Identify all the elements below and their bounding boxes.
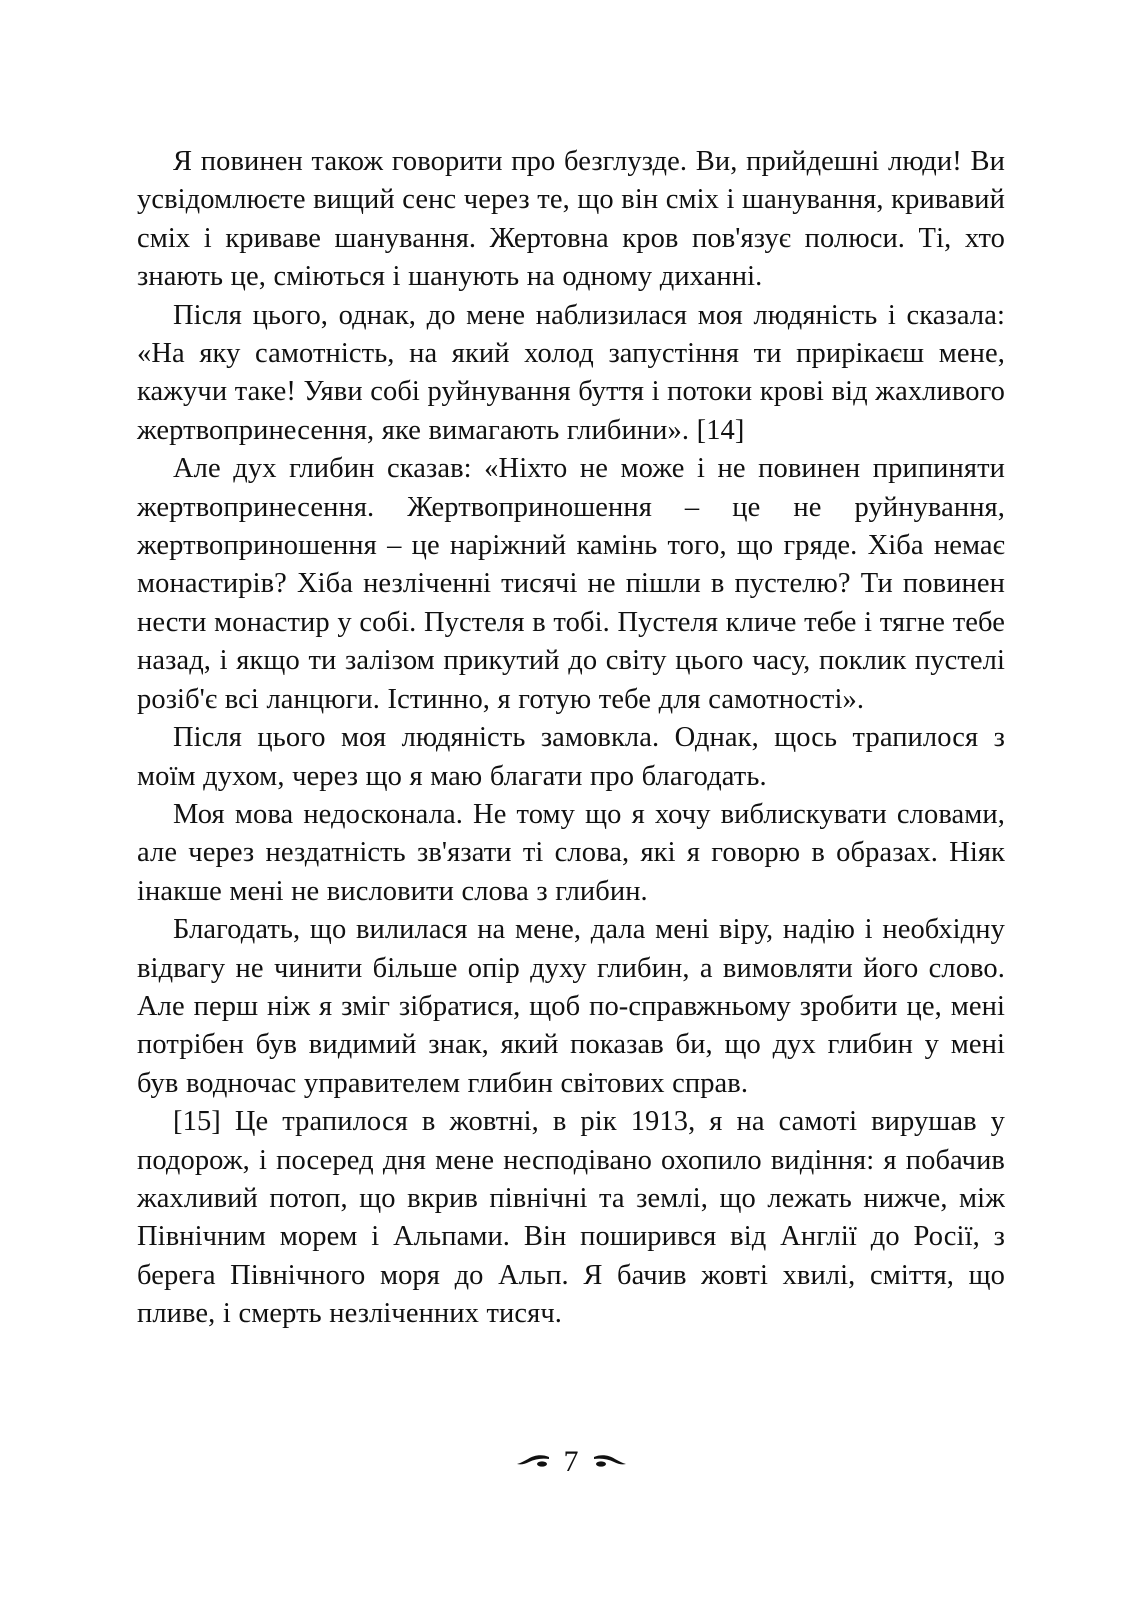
paragraph: Моя мова недосконала. Не тому що я хочу виблискувати словами, але через нездатність зв'язати ті слова, які я говорю в образах. Ніяк інакше мені не висловити слова з глибин.: [137, 798, 1005, 907]
page-footer: [0, 1447, 1142, 1477]
leaf-flourish-left-icon: [516, 1453, 550, 1471]
paragraph: Після цього моя людяність замовкла. Однак, щось трапилося з моїм духом, через що я маю благати про благодать.: [137, 722, 1005, 792]
page-number: 7: [563, 1445, 579, 1478]
paragraph: Я повинен також говорити про безглузде. Ви, прийдешні люди! Ви усвідомлюєте вищий сенс через те, що він сміх і шанування, кривавий сміх і криваве шанування. Жертовна кров пов'язує полюси. Ті, хто знають це, сміються і шанують на одному диханні.: [137, 146, 1005, 293]
paragraph: Після цього, однак, до мене наблизилася моя людяність і сказала: «На яку самотність, на який холод запустіння ти прирікаєш мене, кажучи таке! Уяви собі руйнування буття і потоки крові від жахливого жертвопринесення, яке вимагають глибини». [14]: [137, 299, 1005, 446]
paragraph: Благодать, що вилилася на мене, дала мені віру, надію і необхідну відвагу не чинити більше опір духу глибин, а вимовляти його слово. Але перш ніж я зміг зібратися, щоб по-справжньому зробити це, мені потрібен був видимий знак, який показав би, що дух глибин у мені був водночас управителем глибин світових справ.: [137, 914, 1005, 1099]
leaf-flourish-right-icon: [593, 1453, 627, 1471]
paragraph: [15] Це трапилося в жовтні, в рік 1913, я на самоті вирушав у подорож, і посеред дня мене несподівано охопило видіння: я побачив жахливий потоп, що вкрив північні та землі, що лежать нижче, між Північним морем і Альпами. Він поширився від Англії до Росії, з берега Північного моря до Альп. Я бачив жовті хвилі, сміття, що пливе, і смерть незліченних тисяч.: [137, 1106, 1005, 1330]
paragraph: Але дух глибин сказав: «Ніхто не може і не повинен припиняти жертвопринесення. Жертвоприношення – це не руйнування, жертвоприношення – це наріжний камінь того, що гряде. Хіба немає монастирів? Хіба незліченні тисячі не пішли в пустелю? Ти повинен нести монастир у собі. Пустеля в тобі. Пустеля кличе тебе і тягне тебе назад, і якщо ти залізом прикутий до світу цього часу, поклик пустелі розіб'є всі ланцюги. Істинно, я готую тебе для самотності».: [137, 453, 1005, 715]
body-text-block: [137, 143, 1005, 1334]
